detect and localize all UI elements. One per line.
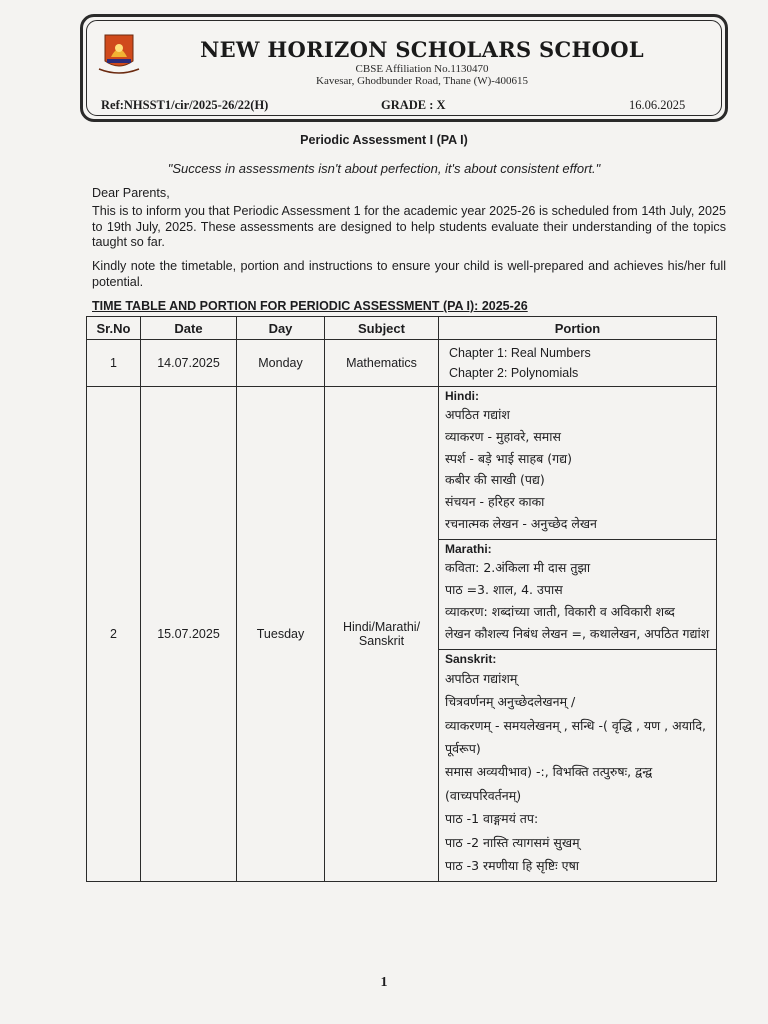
portion-item: Chapter 1: Real Numbers [449,346,591,360]
portion-item: व्याकरणम् - समयलेखनम् , सन्धि -( वृद्धि , यण , अयादि, पूर्वरूप) [445,717,707,756]
school-address: Kavesar, Ghodbunder Road, Thane (W)-400615 [316,75,528,87]
col-day: Day [237,317,325,340]
portion-item: पाठ =3. शाल, 4. उपास [445,581,563,597]
grade-label: GRADE : X [381,98,446,112]
affiliation-number: CBSE Affiliation No.1130470 [355,63,489,75]
portion-item: अपठित गद्यांश [445,407,510,422]
hindi-title: Hindi: [445,389,479,403]
marathi-portion [439,540,716,650]
portion-item: समास अव्ययीभाव) -:, विभक्ति तत्पुरुषः, द्वन्द्व (वाच्यपरिवर्तनम्) [445,764,653,803]
portion-item: चित्रवर्णनम् अनुच्छेदलेखनम् / [445,694,576,710]
school-crest-logo [97,31,141,79]
portion-item: स्पर्श - बड़े भाई साहब (गद्य) [445,450,572,466]
portion-cell [439,340,717,387]
intro-paragraph: This is to inform you that Periodic Assessment 1 for the academic year 2025-26 is scheduled from 14th July, 2025 to 19th July, 2025. These assessments are designed to help students evaluate their understanding of the topics taught so far. [92,204,726,249]
subject-cell: Hindi/Marathi/ Sanskrit [325,387,439,882]
portion-item: कविता: 2.अंकिला मी दास तुझा [445,559,591,575]
motivational-quote: "Success in assessments isn't about perfection, it's about consistent effort." [167,161,601,176]
portion-item: पाठ -3 रमणीया हि सृष्टिः एषा [445,858,580,874]
portion-item: रचनात्मक लेखन - अनुच्छेद लेखन [445,515,597,531]
col-portion: Portion [439,317,717,340]
subject-cell: Mathematics [325,340,439,387]
hindi-portion [439,387,716,540]
date-cell: 15.07.2025 [141,387,237,882]
portion-item: व्याकरण - मुहावरे, समास [445,428,561,444]
col-subject: Subject [325,317,439,340]
timetable [86,316,717,882]
note-paragraph: Kindly note the timetable, portion and instructions to ensure your child is well-prepared and achieves his/her full potential. [92,259,726,289]
page-number: 1 [380,975,388,990]
portion-item: कबीर की साखी (पद्य) [445,472,545,488]
col-sr-no: Sr.No [87,317,141,340]
timetable-heading: TIME TABLE AND PORTION FOR PERIODIC ASSESSMENT (PA I): 2025-26 [92,299,528,313]
letterhead [80,14,728,122]
circular-date: 16.06.2025 [629,98,686,112]
sr-no-cell: 2 [87,387,141,882]
reference-number: Ref:NHSST1/cir/2025-26/22(H) [101,98,269,112]
portion-item: पाठ -1 वाङ्गमयं तप: [445,811,539,827]
col-date: Date [141,317,237,340]
portion-item: संचयन - हरिहर काका [445,494,545,510]
table-row [87,387,717,882]
day-cell: Tuesday [237,387,325,882]
school-name: NEW HORIZON SCHOLARS SCHOOL [200,37,644,62]
sr-no-cell: 1 [87,340,141,387]
circular-title: Periodic Assessment I (PA I) [300,133,468,147]
portion-item: अपठित गद्यांशम् [445,670,518,686]
portion-item: लेखन कौशल्य निबंध लेखन =, कथालेखन, अपठित गद्यांश [445,625,710,641]
portion-cell [439,387,717,882]
portion-item: व्याकरण: शब्दांच्या जाती, विकारी व अविकारी शब्द [445,603,675,619]
day-cell: Monday [237,340,325,387]
table-header-row [87,317,717,340]
marathi-title: Marathi: [445,541,492,556]
portion-item: Chapter 2: Polynomials [449,366,579,380]
sanskrit-title: Sanskrit: [445,651,497,666]
date-cell: 14.07.2025 [141,340,237,387]
portion-item: पाठ -2 नास्ति त्यागसमं सुखम् [445,834,580,850]
sanskrit-portion [439,650,716,882]
table-row [87,340,717,387]
salutation: Dear Parents, [92,186,170,200]
